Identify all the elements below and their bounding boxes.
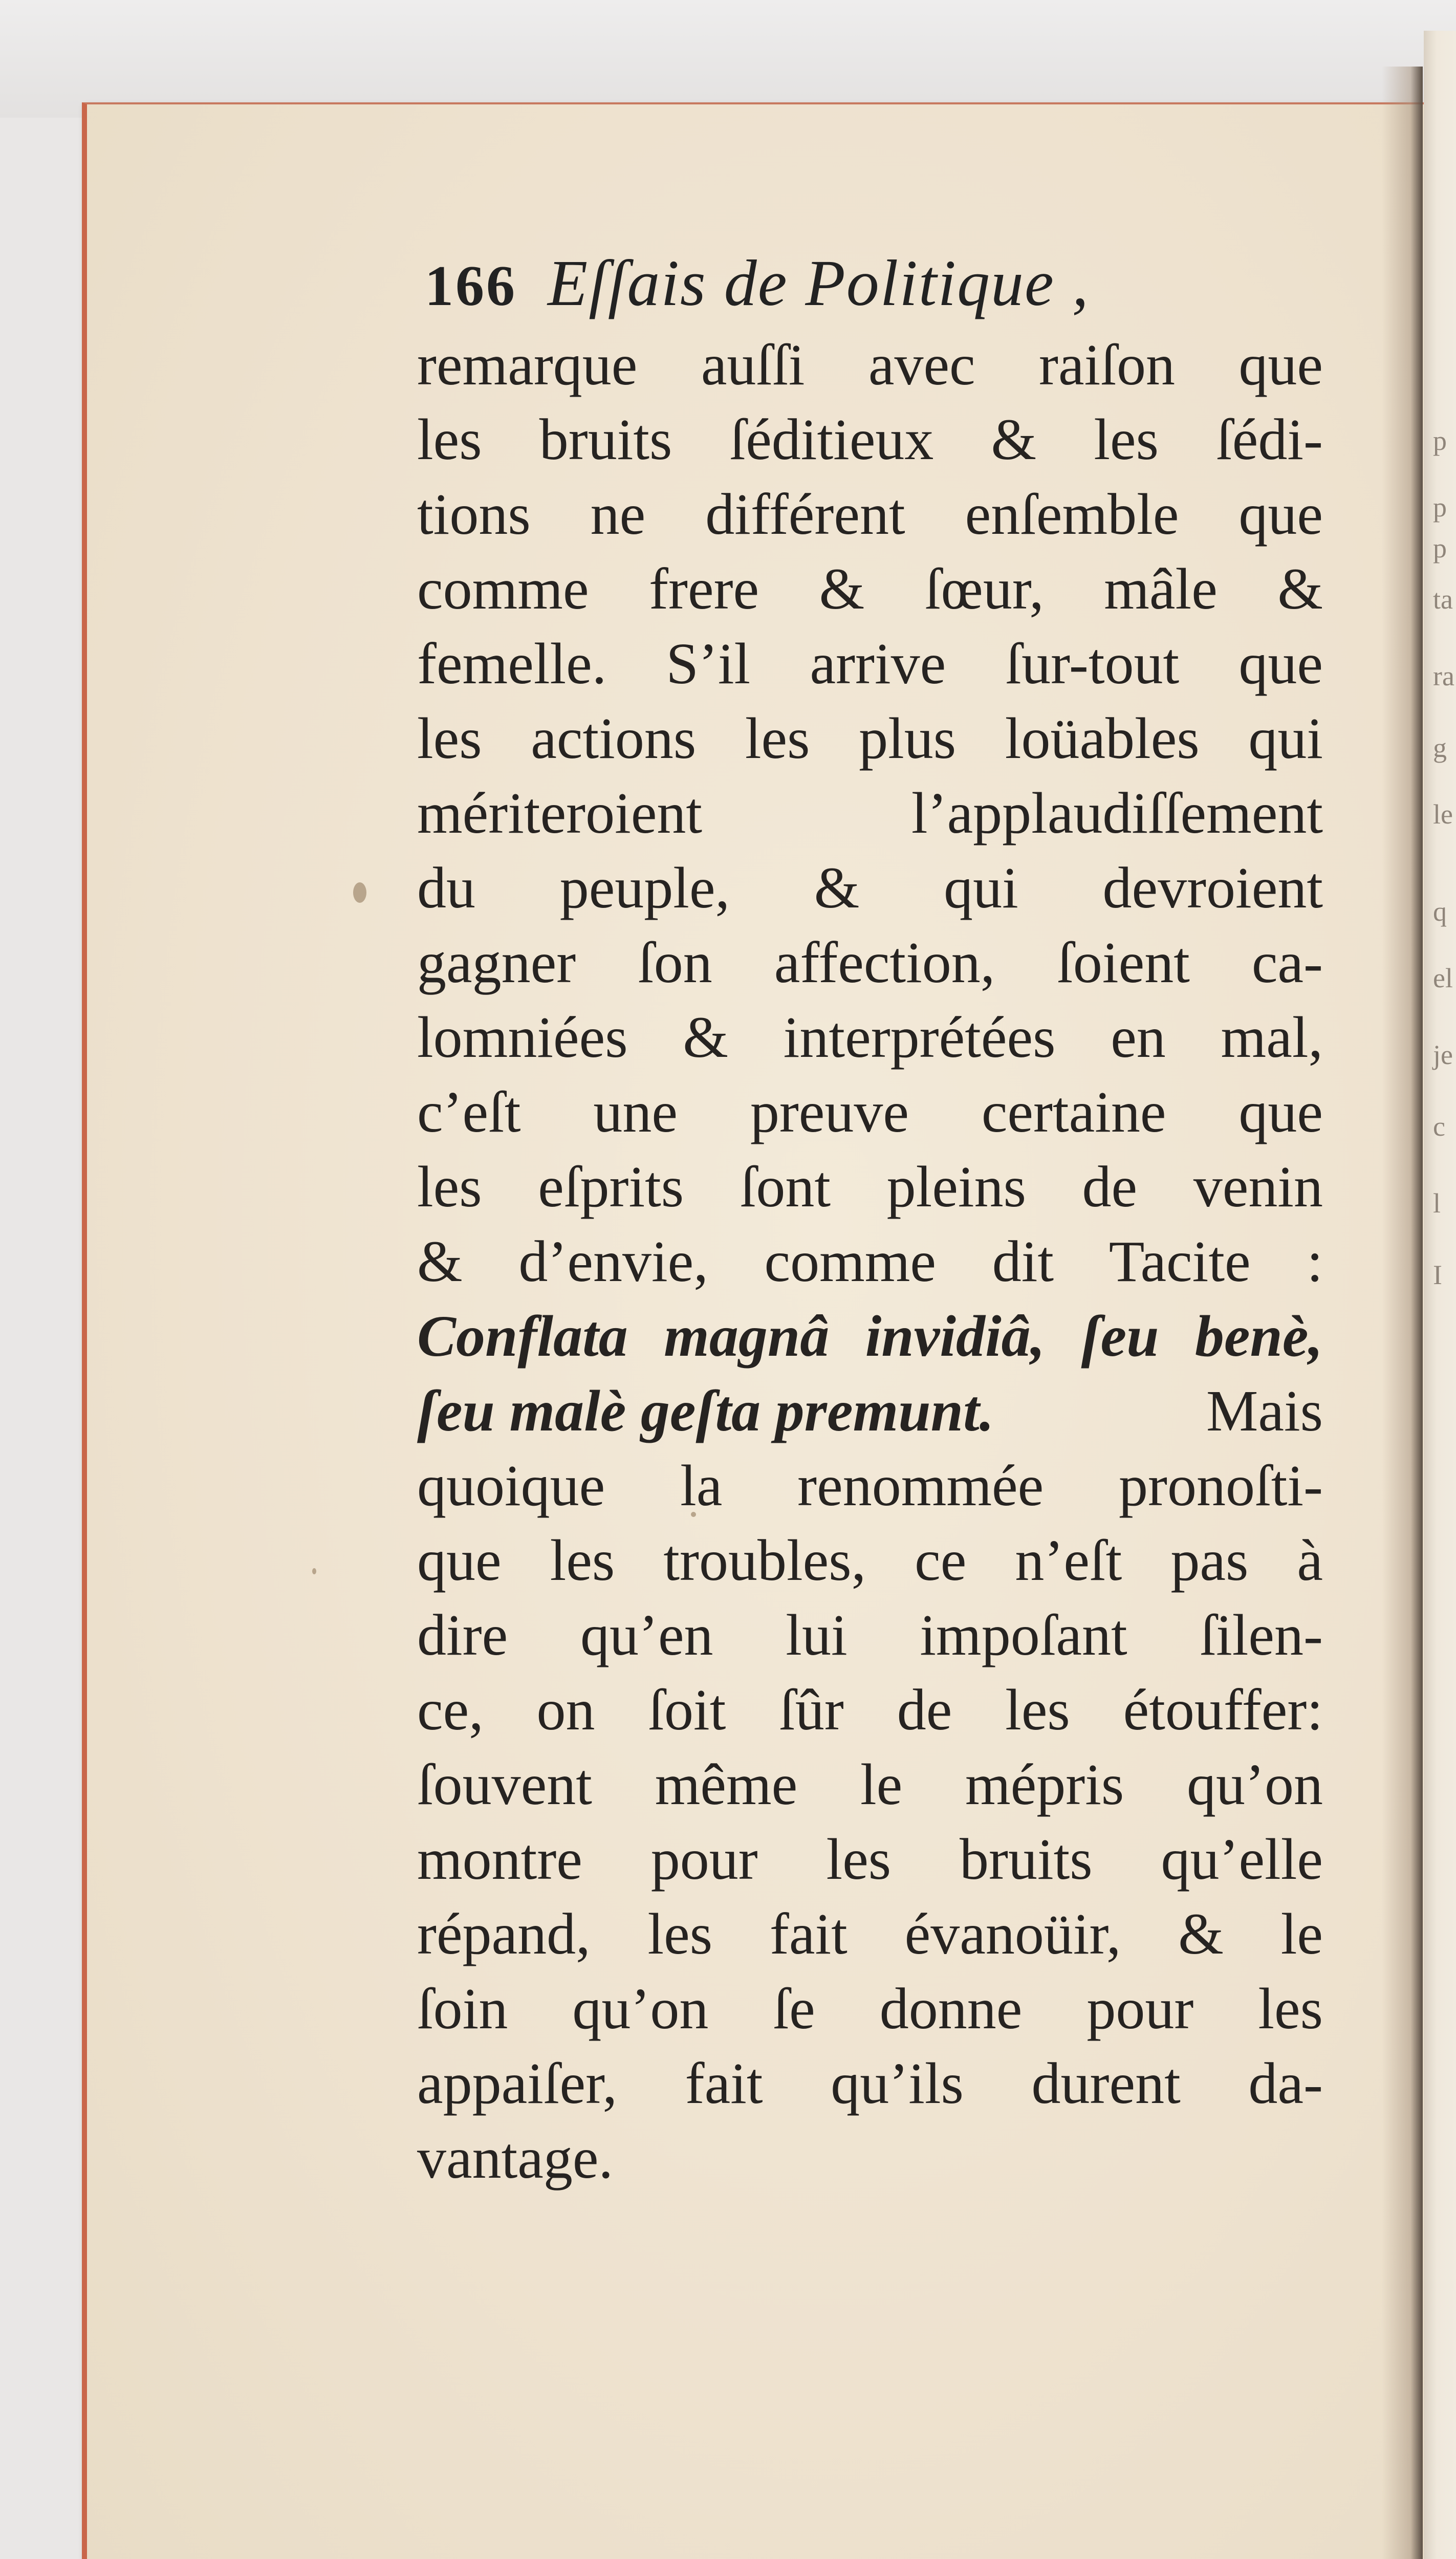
text-line: gagner ſon affection, ſoient ca- [417, 930, 1323, 995]
facing-page-edge [1424, 31, 1456, 2559]
text-line: les actions les plus loüables qui [417, 706, 1323, 771]
text-line: remarque auſſi avec raiſon que [417, 332, 1323, 397]
page-header [425, 246, 1090, 322]
facing-page-char: ta [1433, 584, 1453, 615]
text-line: mériteroient l’applaudiſſement [417, 780, 1323, 845]
text-line: les eſprits ſont pleins de venin [417, 1154, 1323, 1219]
text-line: que les troubles, ce n’eſt pas à [417, 1528, 1323, 1593]
text-line: ce, on ſoit ſûr de les étouffer: [417, 1677, 1323, 1742]
facing-page-char: el [1433, 963, 1453, 993]
facing-page-char: g [1433, 732, 1447, 763]
text-line: montre pour les bruits qu’elle [417, 1827, 1323, 1892]
running-head: Eſſais de Politique , [548, 247, 1090, 319]
facing-page-char: p [1433, 492, 1447, 523]
latin-quote-text: ſeu malè geſta premunt. [417, 1378, 994, 1443]
latin-quote-line: Conflata magnâ invidiâ, ſeu benè, [417, 1304, 1323, 1369]
facing-page-char: p [1433, 425, 1447, 456]
page-number: 166 [425, 254, 517, 318]
text-fragment: Mais [1206, 1378, 1323, 1443]
text-line: les bruits ſéditieux & les ſédi- [417, 407, 1323, 472]
text-line: & d’envie, comme dit Tacite : [417, 1229, 1323, 1294]
text-line: femelle. S’il arrive ſur-tout que [417, 631, 1323, 696]
background-top [0, 0, 1456, 118]
text-line: comme frere & ſœur, mâle & [417, 556, 1323, 621]
facing-page-char: l [1433, 1188, 1441, 1219]
text-line: c’eſt une preuve certaine que [417, 1079, 1323, 1144]
text-line: répand, les fait évanoüir, & le [417, 1901, 1323, 1966]
latin-quote-line [417, 1374, 1323, 1448]
text-line: ſouvent même le mépris qu’on [417, 1752, 1323, 1817]
text-line: vantage. [417, 2126, 613, 2191]
text-line: dire qu’en lui impoſant ſilen- [417, 1602, 1323, 1667]
facing-page-char: je [1433, 1039, 1453, 1070]
text-line: appaiſer, fait qu’ils durent da- [417, 2051, 1323, 2116]
binding-gutter [1382, 67, 1423, 2559]
text-line: tions ne différent enſemble que [417, 482, 1323, 547]
facing-page-char: ra [1433, 661, 1454, 691]
paper-speck [353, 882, 366, 903]
text-line: ſoin qu’on ſe donne pour les [417, 1976, 1323, 2041]
facing-page-char: p [1433, 533, 1447, 563]
facing-page-char: I [1433, 1260, 1442, 1290]
paper-speck [312, 1568, 316, 1574]
text-line: lomniées & interprétées en mal, [417, 1005, 1323, 1070]
facing-page-char: q [1433, 896, 1447, 927]
body-text [417, 328, 1323, 2196]
text-line: quoique la renommée pronoſti- [417, 1453, 1323, 1518]
facing-page-char: le [1433, 799, 1453, 830]
facing-page-char: c [1433, 1111, 1445, 1142]
text-line: du peuple, & qui devroient [417, 855, 1323, 920]
